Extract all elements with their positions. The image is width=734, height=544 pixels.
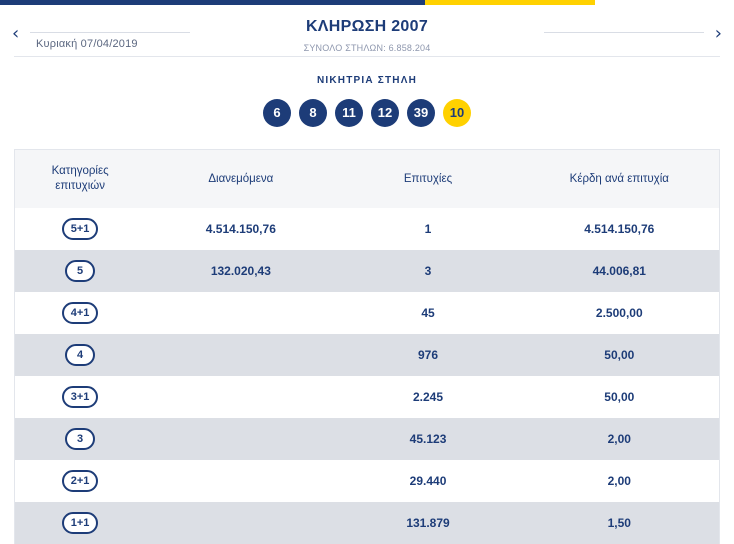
winners-cell: 45 xyxy=(421,306,435,320)
table-row xyxy=(15,376,719,418)
previous-draw-arrow-icon[interactable]: ‹ xyxy=(12,23,20,44)
category-cell xyxy=(15,460,145,502)
winning-number-ball: 11 xyxy=(335,99,363,127)
winning-number-ball: 8 xyxy=(299,99,327,127)
category-badge: 4 xyxy=(65,344,95,366)
distributed-cell: 4.514.150,76 xyxy=(205,222,276,236)
table-row xyxy=(15,250,719,292)
column-header-category xyxy=(15,150,145,208)
draw-title: ΚΛΗΡΩΣΗ 2007 xyxy=(305,18,429,35)
category-cell xyxy=(15,250,145,292)
joker-number-ball: 10 xyxy=(443,99,471,127)
prize-cell: 50,00 xyxy=(604,348,635,362)
winning-number-ball: 39 xyxy=(407,99,435,127)
draw-header xyxy=(0,5,734,57)
winners-cell: 45.123 xyxy=(409,432,447,446)
category-badge: 2+1 xyxy=(62,470,99,492)
category-badge: 5 xyxy=(65,260,95,282)
distributed-cell: 132.020,43 xyxy=(210,264,271,278)
column-header-distributed: Διανεμόμενα xyxy=(145,150,336,208)
winners-cell: 131.879 xyxy=(406,516,450,530)
column-header-winners: Επιτυχίες xyxy=(336,150,519,208)
category-cell xyxy=(15,376,145,418)
category-cell xyxy=(15,418,145,460)
prize-cell: 2.500,00 xyxy=(595,306,643,320)
prize-cell: 50,00 xyxy=(604,390,635,404)
results-table-head xyxy=(15,150,719,208)
total-columns-label: ΣΥΝΟΛΟ ΣΤΗΛΩΝ: 6.858.204 xyxy=(303,43,431,53)
table-row xyxy=(15,502,719,544)
winning-numbers xyxy=(0,99,734,127)
table-row xyxy=(15,418,719,460)
winners-cell: 3 xyxy=(424,264,432,278)
distributed-cell xyxy=(145,502,336,544)
winners-cell: 976 xyxy=(418,348,439,362)
table-row xyxy=(15,292,719,334)
distributed-cell xyxy=(145,376,336,418)
category-badge: 3+1 xyxy=(62,386,99,408)
category-badge: 4+1 xyxy=(62,302,99,324)
prize-cell: 2,00 xyxy=(607,474,631,488)
prize-cell: 44.006,81 xyxy=(592,264,646,278)
header-divider xyxy=(14,56,720,57)
prize-cell: 2,00 xyxy=(607,432,631,446)
winning-row-label: ΝΙΚΗΤΡΙΑ ΣΤΗΛΗ xyxy=(316,75,418,86)
next-draw-arrow-icon[interactable]: › xyxy=(714,23,722,44)
prize-cell: 1,50 xyxy=(607,516,631,530)
category-cell xyxy=(15,292,145,334)
distributed-cell xyxy=(145,292,336,334)
category-cell xyxy=(15,502,145,544)
header-rule-right xyxy=(544,32,704,33)
category-cell xyxy=(15,334,145,376)
column-header-category-line1: Κατηγορίες xyxy=(51,165,109,177)
winning-number-ball: 6 xyxy=(263,99,291,127)
table-row xyxy=(15,208,719,250)
prize-cell: 4.514.150,76 xyxy=(584,222,655,236)
column-header-category-line2: επιτυχιών xyxy=(55,180,105,192)
distributed-cell xyxy=(145,460,336,502)
table-header-row xyxy=(15,150,719,208)
results-table xyxy=(15,150,719,544)
table-row xyxy=(15,334,719,376)
winners-cell: 1 xyxy=(424,222,432,236)
table-row xyxy=(15,460,719,502)
winning-number-ball: 12 xyxy=(371,99,399,127)
category-badge: 3 xyxy=(65,428,95,450)
distributed-cell xyxy=(145,334,336,376)
results-table-container xyxy=(14,149,720,544)
category-badge: 1+1 xyxy=(62,512,99,534)
draw-date: Κυριακή 07/04/2019 xyxy=(36,38,138,50)
distributed-cell xyxy=(145,418,336,460)
category-cell xyxy=(15,208,145,250)
winning-row-section xyxy=(0,57,734,127)
header-rule-left xyxy=(30,32,190,33)
category-badge: 5+1 xyxy=(62,218,99,240)
winners-cell: 2.245 xyxy=(413,390,444,404)
results-table-body xyxy=(15,208,719,544)
column-header-prize: Κέρδη ανά επιτυχία xyxy=(520,150,719,208)
winners-cell: 29.440 xyxy=(409,474,447,488)
